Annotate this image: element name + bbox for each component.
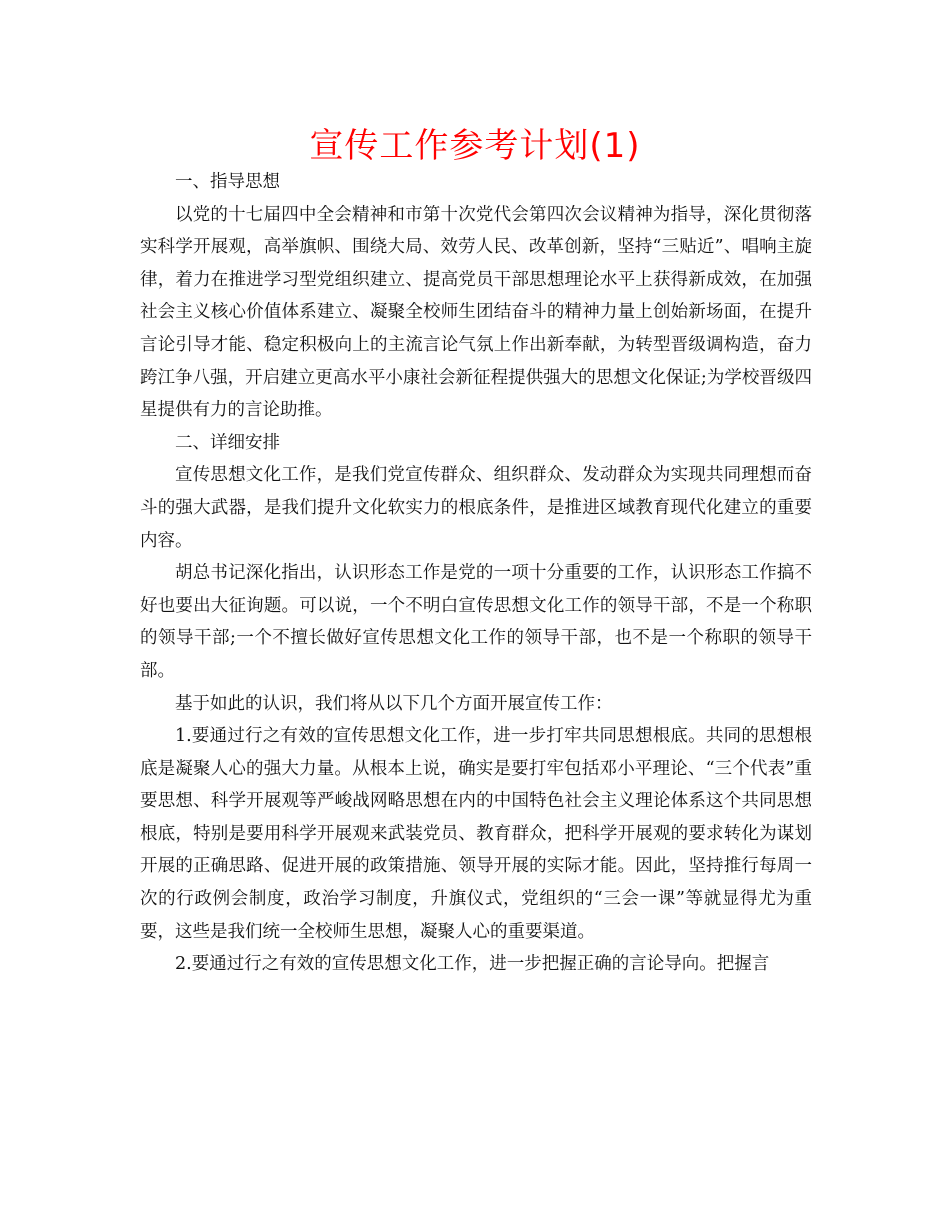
section-heading-detailed-arrangement: 二、详细安排 [175, 432, 280, 453]
paragraph: 以党的十七届四中全会精神和市第十次党代会第四次会议精神为指导，深化贯彻落实科学开展观，高举旗帜、围绕大局、效劳人民、改革创新，坚持“三贴近”、唱响主旋律，着力在推进学习型党组织建立、提高党员干部思想理论水平上获得新成效，在加强社会主义核心价值体系建立、凝聚全校师生团结奋斗的精神力量上创始新场面，在提升言论引导才能、稳定积极向上的主流言论气氛上作出新奉献，为转型晋级调构造，奋力跨江争八强，开启建立更高水平小康社会新征程提供强大的思想文化保证;为学校晋级四星提供有力的言论助推。 [140, 204, 812, 421]
document-body [140, 166, 812, 981]
paragraph: 胡总书记深化指出，认识形态工作是党的一项十分重要的工作，认识形态工作搞不好也要出大征询题。可以说，一个不明白宣传思想文化工作的领导干部，不是一个称职的领导干部;一个不擅长做好宣传思想文化工作的领导干部，也不是一个称职的领导干部。 [140, 563, 812, 681]
paragraph: 2.要通过行之有效的宣传思想文化工作，进一步把握正确的言论导向。把握言 [175, 954, 770, 975]
document-title: 宣传工作参考计划(1) [309, 126, 641, 166]
paragraph: 基于如此的认识，我们将从以下几个方面开展宣传工作： [175, 693, 613, 714]
paragraph: 宣传思想文化工作，是我们党宣传群众、组织群众、发动群众为实现共同理想而奋斗的强大武器，是我们提升文化软实力的根底条件，是推进区域教育现代化建立的重要内容。 [140, 465, 812, 551]
section-heading-guiding-ideology: 一、指导思想 [175, 172, 280, 192]
paragraph: 1.要通过行之有效的宣传思想文化工作，进一步打牢共同思想根底。共同的思想根底是凝聚人心的强大力量。从根本上说，确实是要打牢包括邓小平理论、“三个代表”重要思想、科学开展观等严峻战网略思想在内的中国特色社会主义理论体系这个共同思想根底，特别是要用科学开展观来武装党员、教育群众，把科学开展观的要求转化为谋划开展的正确思路、促进开展的政策措施、领导开展的实际才能。因此，坚持推行每周一次的行政例会制度，政治学习制度，升旗仪式，党组织的“三会一课”等就显得尤为重要，这些是我们统一全校师生思想，凝聚人心的重要渠道。 [140, 726, 812, 942]
